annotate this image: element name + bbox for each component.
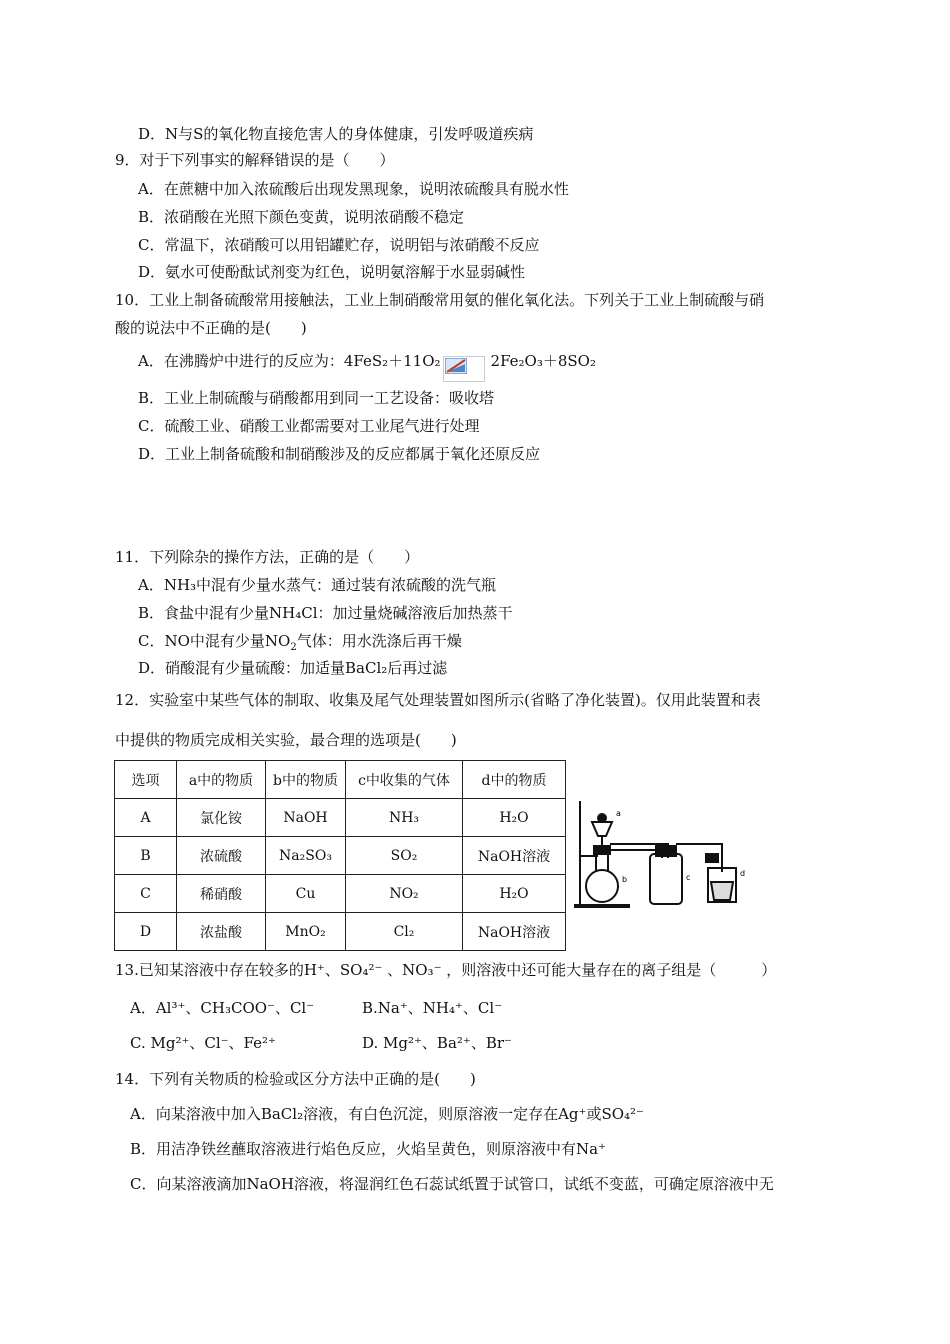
- q11-option-c: C．NO中混有少量$NO_2$气体：用水洗涤后再干燥: [138, 632, 462, 653]
- q9-option-d: D．氨水可使酚酞试剂变为红色，说明氨溶解于水显弱碱性: [138, 263, 526, 281]
- q13-option-d: D. Mg²⁺、Ba²⁺、Br⁻: [362, 1034, 512, 1052]
- q13-option-c: C. Mg²⁺、Cl⁻、Fe²⁺: [130, 1034, 276, 1052]
- q11-option-d: D．硝酸混有少量硫酸：加适量BaCl₂后再过滤: [138, 659, 448, 677]
- q10a-reactants: A．在沸腾炉中进行的反应为：4FeS₂＋11O₂: [138, 352, 441, 370]
- table-cell: Cu: [266, 875, 346, 913]
- q14-stem: 14．下列有关物质的检验或区分方法中正确的是( ): [115, 1070, 476, 1088]
- q10a-products: 2Fe₂O₃＋8SO₂: [490, 352, 596, 370]
- q10-option-b: B．工业上制硫酸与硝酸都用到同一工艺设备：吸收塔: [138, 389, 495, 407]
- table-cell: NaOH: [266, 799, 346, 837]
- q11c-post: 气体：用水洗涤后再干燥: [296, 632, 462, 650]
- table-cell: NH₃: [346, 799, 463, 837]
- q13-option-b: B.Na⁺、NH₄⁺、Cl⁻: [362, 999, 503, 1017]
- q8-option-d: D．N与S的氧化物直接危害人的身体健康，引发呼吸道疾病: [138, 125, 534, 143]
- q11-stem: 11．下列除杂的操作方法，正确的是（ ）: [115, 548, 420, 566]
- q11c-pre: C．NO中混有少量NO: [138, 632, 291, 650]
- q13-stem: 13.已知某溶液中存在较多的H⁺、SO₄²⁻ 、NO₃⁻ ，则溶液中还可能大量存在的离子组是（ ）: [115, 961, 777, 979]
- apparatus-label-a: a: [616, 809, 621, 818]
- q11-option-a: A．NH₃中混有少量水蒸气：通过装有浓硫酸的洗气瓶: [138, 576, 497, 594]
- q12-stem-line1: 12．实验室中某些气体的制取、收集及尾气处理装置如图所示(省略了净化装置)。仅用此装置和表: [115, 691, 761, 709]
- q9-option-a: A．在蔗糖中加入浓硫酸后出现发黑现象，说明浓硫酸具有脱水性: [138, 180, 569, 198]
- q10-option-c: C．硫酸工业、硝酸工业都需要对工业尾气进行处理: [138, 417, 480, 435]
- q14-option-a: A．向某溶液中加入BaCl₂溶液，有白色沉淀，则原溶液一定存在Ag⁺或SO₄²⁻: [130, 1105, 644, 1123]
- table-header: d中的物质: [463, 761, 566, 799]
- table-cell: MnO₂: [266, 913, 346, 951]
- table-header: b中的物质: [266, 761, 346, 799]
- q9-option-b: B．浓硝酸在光照下颜色变黄，说明浓硝酸不稳定: [138, 208, 465, 226]
- table-cell: SO₂: [346, 837, 463, 875]
- apparatus-label-b: b: [622, 875, 628, 884]
- q13-option-a: A．Al³⁺、CH₃COO⁻、Cl⁻: [130, 999, 315, 1017]
- table-cell: A: [115, 799, 177, 837]
- table-cell: D: [115, 913, 177, 951]
- table-cell: NO₂: [346, 875, 463, 913]
- q12-stem-line2: 中提供的物质完成相关实验，最合理的选项是( ): [115, 731, 457, 749]
- table-cell: NaOH溶液: [463, 837, 566, 875]
- table-cell: Na₂SO₃: [266, 837, 346, 875]
- table-cell: 氯化铵: [177, 799, 266, 837]
- q9-option-c: C．常温下，浓硝酸可以用铝罐贮存，说明铝与浓硝酸不反应: [138, 236, 540, 254]
- q14-option-b: B．用洁净铁丝蘸取溶液进行焰色反应，火焰呈黄色，则原溶液中有Na⁺: [130, 1140, 607, 1158]
- q14-option-c: C．向某溶液滴加NaOH溶液，将湿润红色石蕊试纸置于试管口，试纸不变蓝，可确定原溶液中无: [130, 1175, 774, 1193]
- table-row: [115, 799, 566, 837]
- table-cell: 浓硫酸: [177, 837, 266, 875]
- apparatus-label-d: d: [740, 869, 746, 878]
- table-cell: 稀硝酸: [177, 875, 266, 913]
- q9-stem: 9．对于下列事实的解释错误的是（ ）: [115, 151, 395, 169]
- q10-stem-line1: 10．工业上制备硫酸常用接触法，工业上制硝酸常用氨的催化氧化法。下列关于工业上制硫酸与硝: [115, 291, 765, 309]
- table-header: c中收集的气体: [346, 761, 463, 799]
- q11-option-b: B．食盐中混有少量NH₄Cl：加过量烧碱溶液后加热蒸干: [138, 604, 513, 622]
- table-cell: Cl₂: [346, 913, 463, 951]
- q10-option-d: D．工业上制备硫酸和制硝酸涉及的反应都属于氧化还原反应: [138, 445, 541, 463]
- table-header: a中的物质: [177, 761, 266, 799]
- table-row: [115, 913, 566, 951]
- q10-stem-line2: 酸的说法中不正确的是( ): [115, 319, 307, 337]
- table-cell: H₂O: [463, 799, 566, 837]
- table-cell: NaOH溶液: [463, 913, 566, 951]
- table-cell: B: [115, 837, 177, 875]
- reaction-condition-icon: [443, 356, 485, 382]
- table-header-row: [115, 761, 566, 799]
- table-cell: 浓盐酸: [177, 913, 266, 951]
- table-header: 选项: [115, 761, 177, 799]
- gas-apparatus-diagram: [572, 796, 762, 914]
- table-row: [115, 837, 566, 875]
- q12-table: [114, 760, 566, 951]
- apparatus-label-c: c: [686, 873, 691, 882]
- q10-option-a: [138, 351, 596, 382]
- table-row: [115, 875, 566, 913]
- table-cell: C: [115, 875, 177, 913]
- table-cell: H₂O: [463, 875, 566, 913]
